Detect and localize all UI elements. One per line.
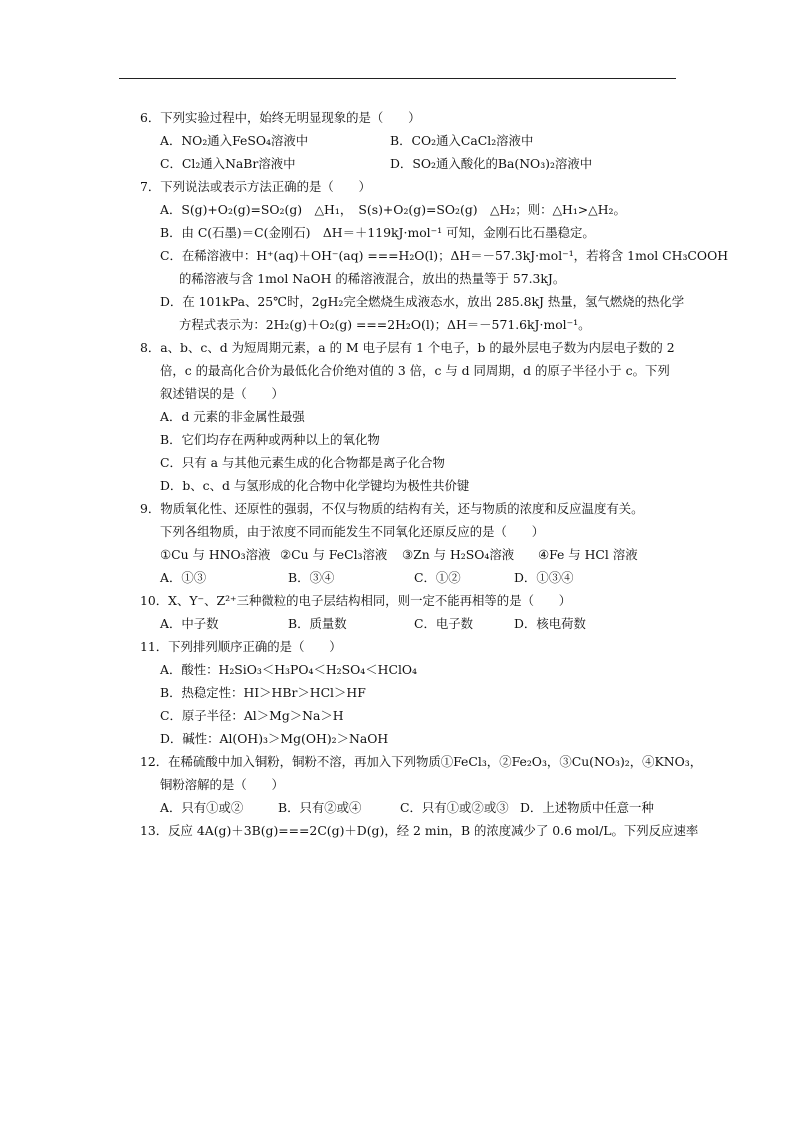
q10-option-a: A．中子数 [160, 616, 219, 631]
q11-option-a: A．酸性：H₂SiO₃＜H₃PO₄＜H₂SO₄＜HClO₄ [160, 662, 418, 677]
q6-options-row2 [140, 152, 680, 175]
q7-option-b: B．由 C(石墨)＝C(金刚石) ΔH＝＋119kJ·mol⁻¹ 可知，金刚石比石墨稳定。 [160, 225, 595, 240]
q12-option-d: D．上述物质中任意一种 [520, 800, 654, 815]
q7-option-c: C．在稀溶液中：H⁺(aq)＋OH⁻(aq) ===H₂O(l)；ΔH＝－57.3kJ·mol⁻¹，若将含 1mol CH₃COOH [160, 248, 729, 263]
q12-option-a: A．只有①或② [160, 800, 244, 815]
q8-stem-cont1: 倍，c 的最高化合价为最低化合价绝对值的 3 倍，c 与 d 同周期，d 的原子半径小于 c。下列 [160, 363, 670, 378]
q6-option-b: B．CO₂通入CaCl₂溶液中 [390, 133, 534, 148]
q6-option-c: C．Cl₂通入NaBr溶液中 [160, 156, 296, 171]
q6-options-row1 [140, 129, 680, 152]
q12-stem-cont: 铜粉溶解的是（ ） [160, 777, 284, 792]
q12-options [140, 796, 680, 819]
q10-option-b: B．质量数 [288, 616, 347, 631]
q7-option-c-cont: 的稀溶液与含 1mol NaOH 的稀溶液混合，放出的热量等于 57.3kJ。 [179, 271, 566, 286]
q8-option-a: A．d 元素的非金属性最强 [160, 409, 305, 424]
header-rule [119, 78, 676, 79]
q8-option-d: D．b、c、d 与氢形成的化合物中化学键均为极性共价键 [160, 478, 470, 493]
q6-option-a: A．NO₂通入FeSO₄溶液中 [160, 133, 309, 148]
q9-stem: 9．物质氧化性、还原性的强弱，不仅与物质的结构有关，还与物质的浓度和反应温度有关。 [140, 501, 644, 516]
q9-item-4: ④Fe 与 HCl 溶液 [538, 547, 638, 562]
q9-option-b: B．③④ [288, 570, 335, 585]
q9-options [140, 566, 680, 589]
q7-option-d-cont: 方程式表示为：2H₂(g)＋O₂(g) ===2H₂O(l)；ΔH＝－571.6kJ·mol⁻¹。 [179, 317, 591, 332]
q12-stem: 12．在稀硫酸中加入铜粉，铜粉不溶，再加入下列物质①FeCl₃，②Fe₂O₃，③Cu(NO₃)₂，④KNO₃， [140, 754, 703, 769]
q11-stem: 11．下列排列顺序正确的是（ ） [140, 639, 342, 654]
q8-option-b: B．它们均存在两种或两种以上的氧化物 [160, 432, 380, 447]
exam-content [140, 106, 729, 842]
q12-option-c: C．只有①或②或③ [400, 800, 509, 815]
q11-option-b: B．热稳定性：HI＞HBr＞HCl＞HF [160, 685, 366, 700]
q8-stem-cont2: 叙述错误的是（ ） [160, 386, 284, 401]
q6-stem: 6．下列实验过程中，始终无明显现象的是（ ） [140, 110, 421, 125]
q10-options [140, 612, 680, 635]
q6-option-d: D．SO₂通入酸化的Ba(NO₃)₂溶液中 [390, 156, 593, 171]
q13-stem: 13．反应 4A(g)＋3B(g)===2C(g)＋D(g)，经 2 min，B 的浓度减少了 0.6 mol/L。下列反应速率 [140, 823, 699, 838]
q11-option-c: C．原子半径：Al＞Mg＞Na＞H [160, 708, 344, 723]
q9-option-c: C．①② [414, 570, 461, 585]
q9-item-1: ①Cu 与 HNO₃溶液 [160, 547, 271, 562]
q7-option-d: D．在 101kPa、25℃时，2gH₂完全燃烧生成液态水，放出 285.8kJ 热量，氢气燃烧的热化学 [160, 294, 685, 309]
q7-stem: 7．下列说法或表示方法正确的是（ ） [140, 179, 371, 194]
q10-stem: 10．X、Y⁻、Z²⁺三种微粒的电子层结构相同，则一定不能再相等的是（ ） [140, 593, 572, 608]
q8-stem: 8．a、b、c、d 为短周期元素，a 的 M 电子层有 1 个电子，b 的最外层电子数为内层电子数的 2 [140, 340, 675, 355]
q9-option-a: A．①③ [160, 570, 207, 585]
q12-option-b: B．只有②或④ [278, 800, 362, 815]
q9-item-2: ②Cu 与 FeCl₃溶液 [280, 547, 388, 562]
q11-option-d: D．碱性：Al(OH)₃＞Mg(OH)₂＞NaOH [160, 731, 389, 746]
q10-option-c: C．电子数 [414, 616, 474, 631]
q9-option-d: D．①③④ [514, 570, 574, 585]
q9-stem-cont: 下列各组物质，由于浓度不同而能发生不同氧化还原反应的是（ ） [160, 524, 545, 539]
q9-item-3: ③Zn 与 H₂SO₄溶液 [402, 547, 515, 562]
q10-option-d: D．核电荷数 [514, 616, 586, 631]
q9-items [140, 543, 680, 566]
q8-option-c: C．只有 a 与其他元素生成的化合物都是离子化合物 [160, 455, 445, 470]
q7-option-a: A．S(g)+O₂(g)=SO₂(g) △H₁， S(s)+O₂(g)=SO₂(g) △H₂；则：△H₁>△H₂。 [160, 202, 626, 217]
